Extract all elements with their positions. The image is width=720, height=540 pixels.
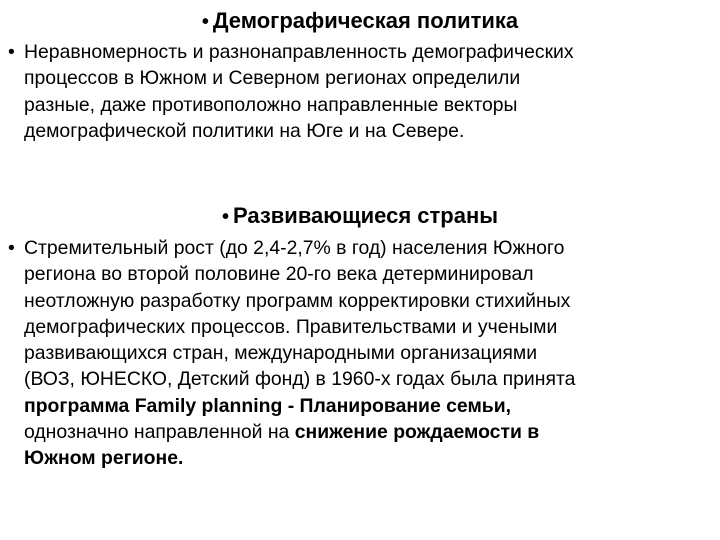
paragraph-line: демографических процессов. Правительствами и учеными <box>24 315 558 338</box>
section-title-developing-countries <box>0 203 720 230</box>
paragraph-line-mixed <box>24 419 714 445</box>
paragraph-line: демографической политики на Юге и на Севере. <box>24 119 465 142</box>
paragraph-line: процессов в Южном и Северном регионах определили <box>24 67 521 90</box>
bullet-icon: • <box>201 11 209 33</box>
paragraph-line-bold: Южном регионе. <box>24 447 184 470</box>
paragraph-text-bold: снижение рождаемости в <box>294 421 540 444</box>
section-title-demographic-policy <box>0 8 720 35</box>
paragraph-line: развивающихся стран, международными организациями <box>24 342 538 365</box>
bullet-paragraph-population-growth <box>8 235 714 472</box>
paragraph-line: неотложную разработку программ корректировки стихийных <box>24 289 571 312</box>
paragraph-line-bold: программа Family planning - Планирование семьи, <box>24 394 512 417</box>
paragraph-text: однозначно направленной на <box>24 421 295 444</box>
paragraph-line: (ВОЗ, ЮНЕСКО, Детский фонд) в 1960-х годах была принята <box>24 368 576 391</box>
paragraph-line: Неравномерность и разнонаправленность демографических <box>24 41 574 63</box>
bullet-icon: • <box>221 206 229 228</box>
paragraph-line: разные, даже противоположно направленные векторы <box>24 93 518 116</box>
bullet-icon: • <box>8 237 15 259</box>
bullet-paragraph-unevenness <box>8 39 714 144</box>
paragraph-line: региона во второй половине 20-го века детерминировал <box>24 263 534 286</box>
bullet-icon: • <box>8 41 15 63</box>
section-title-text: Демографическая политика <box>212 8 519 33</box>
paragraph-line: Стремительный рост (до 2,4-2,7% в год) населения Южного <box>24 237 565 259</box>
section-title-text: Развивающиеся страны <box>232 203 499 228</box>
